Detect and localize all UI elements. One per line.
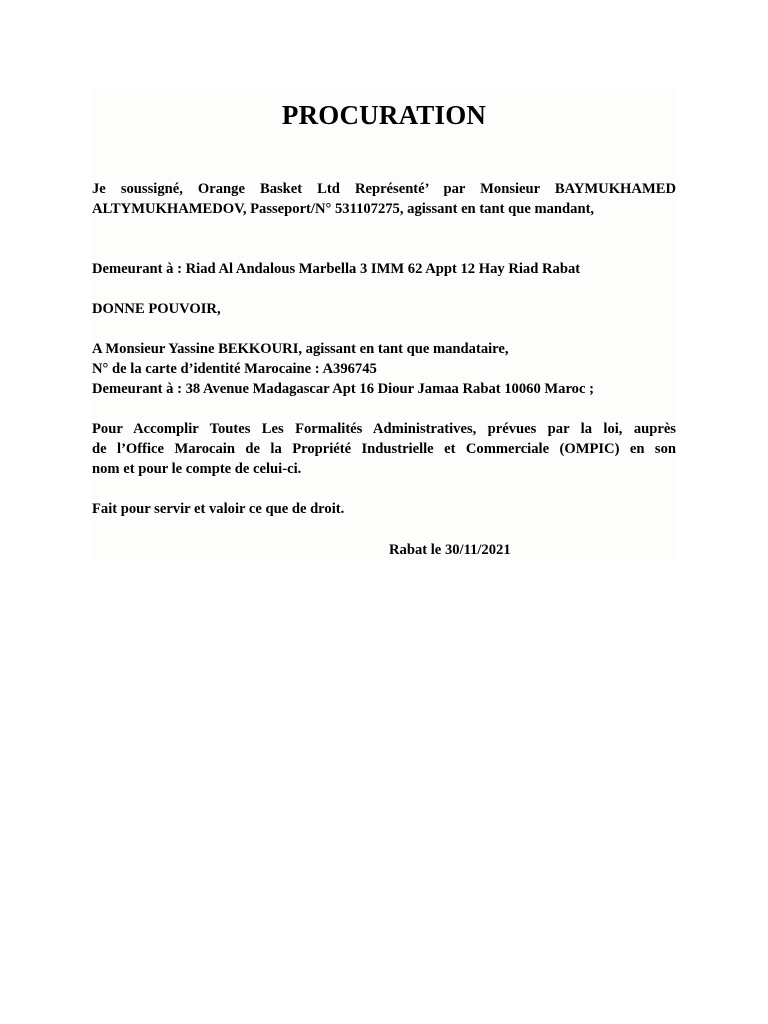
- document-page: [90, 88, 678, 560]
- fait-line: Fait pour servir et valoir ce que de droit.: [92, 501, 345, 517]
- mandataire-paragraph: [92, 339, 676, 399]
- intro-paragraph: [92, 179, 676, 219]
- formalites-line-2: de l’Office Marocain de la Propriété Industrielle et Commerciale (OMPIC) en son: [92, 441, 676, 457]
- mandataire-line-3: Demeurant à : 38 Avenue Madagascar Apt 16 Diour Jamaa Rabat 10060 Maroc ;: [92, 381, 594, 397]
- intro-line-1: Je soussigné, Orange Basket Ltd Représenté’ par Monsieur BAYMUKHAMED: [92, 181, 676, 197]
- mandataire-line-1: A Monsieur Yassine BEKKOURI, agissant en tant que mandataire,: [92, 341, 509, 357]
- mandataire-line-2: N° de la carte d’identité Marocaine : A396745: [92, 361, 377, 377]
- donne-pouvoir-line: DONNE POUVOIR,: [92, 301, 221, 317]
- mandant-address: [92, 259, 676, 279]
- donne-pouvoir-heading: [92, 299, 676, 319]
- formalites-line-1: Pour Accomplir Toutes Les Formalités Administratives, prévues par la loi, auprès: [92, 421, 676, 437]
- intro-line-2: ALTYMUKHAMEDOV, Passeport/N° 531107275, agissant en tant que mandant,: [92, 201, 595, 217]
- fait-paragraph: [92, 499, 676, 519]
- formalites-line-3: nom et pour le compte de celui-ci.: [92, 461, 302, 477]
- formalites-paragraph: [92, 419, 676, 479]
- place-date: Rabat le 30/11/2021: [389, 542, 511, 558]
- document-title: PROCURATION: [281, 100, 487, 130]
- mandant-address-line: Demeurant à : Riad Al Andalous Marbella 3 IMM 62 Appt 12 Hay Riad Rabat: [92, 261, 581, 277]
